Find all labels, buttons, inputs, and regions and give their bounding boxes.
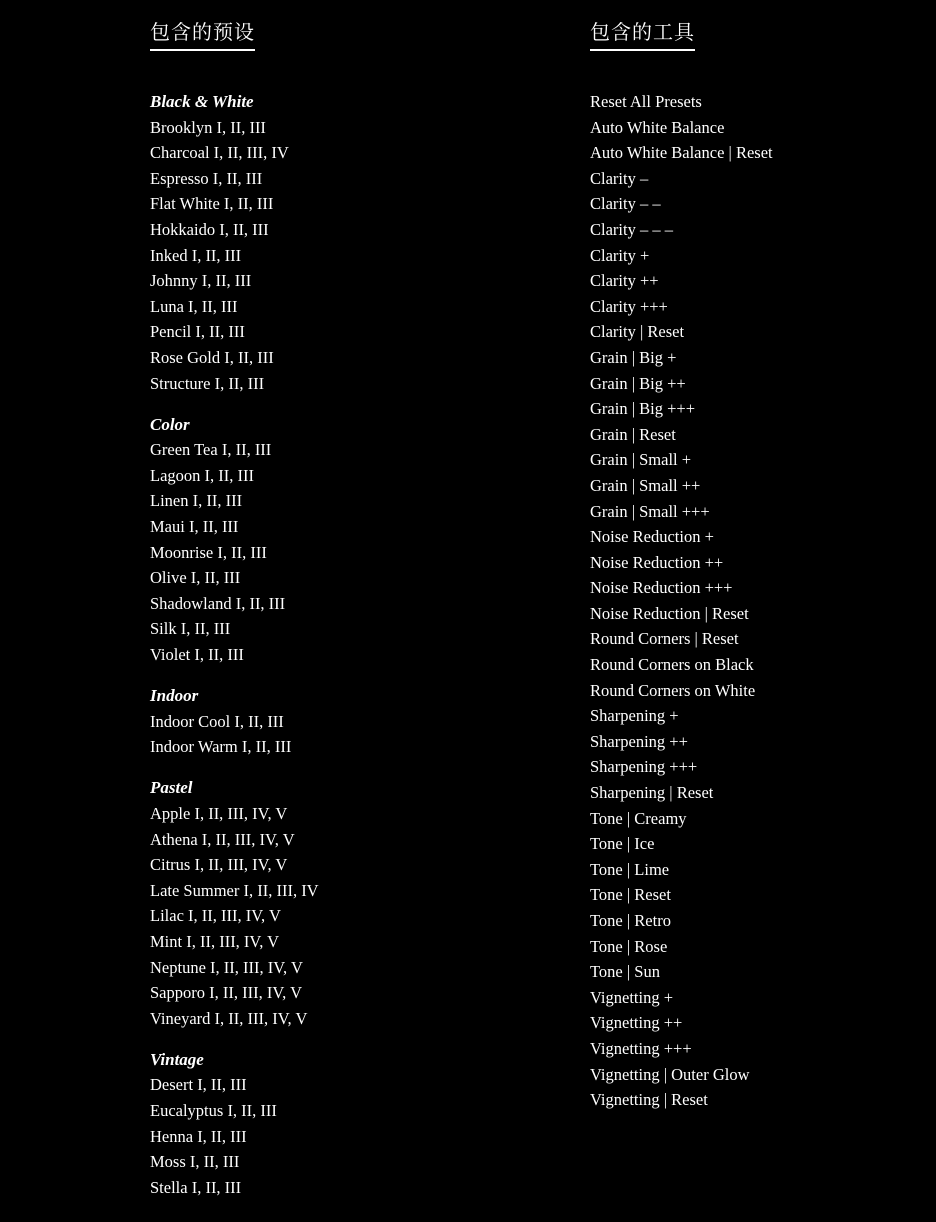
tool-item: Round Corners on White bbox=[590, 680, 756, 700]
preset-item: Henna I, II, III bbox=[150, 1126, 247, 1146]
preset-item: Late Summer I, II, III, IV bbox=[150, 880, 319, 900]
preset-item: Desert I, II, III bbox=[150, 1075, 247, 1095]
tools-column bbox=[590, 18, 920, 1113]
preset-item: Citrus I, II, III, IV, V bbox=[150, 855, 288, 875]
tool-item: Noise Reduction ++ bbox=[590, 552, 724, 572]
preset-item: Structure I, II, III bbox=[150, 373, 265, 393]
preset-item: Olive I, II, III bbox=[150, 568, 241, 588]
preset-item: Shadowland I, II, III bbox=[150, 593, 286, 613]
tool-item: Tone | Rose bbox=[590, 936, 668, 956]
preset-group-title: Vintage bbox=[150, 1049, 204, 1069]
preset-group bbox=[150, 683, 510, 760]
preset-item: Stella I, II, III bbox=[150, 1177, 242, 1197]
tool-item: Grain | Big +++ bbox=[590, 399, 696, 419]
preset-group bbox=[150, 1047, 510, 1201]
tool-item: Vignetting | Outer Glow bbox=[590, 1064, 750, 1084]
tool-item: Sharpening + bbox=[590, 706, 679, 726]
tool-item: Grain | Small +++ bbox=[590, 501, 710, 521]
tool-item: Clarity ++ bbox=[590, 271, 659, 291]
preset-item: Linen I, II, III bbox=[150, 491, 243, 511]
preset-item: Hokkaido I, II, III bbox=[150, 219, 269, 239]
tool-item: Clarity – bbox=[590, 168, 649, 188]
tool-item: Round Corners | Reset bbox=[590, 629, 739, 649]
preset-group-title: Color bbox=[150, 414, 190, 434]
presets-column bbox=[150, 18, 510, 1200]
preset-group bbox=[150, 412, 510, 668]
preset-item: Moonrise I, II, III bbox=[150, 542, 267, 562]
tool-item: Grain | Big ++ bbox=[590, 373, 686, 393]
preset-list bbox=[150, 437, 510, 667]
preset-item: Indoor Warm I, II, III bbox=[150, 737, 292, 757]
tool-item: Auto White Balance | Reset bbox=[590, 143, 773, 163]
tool-item: Noise Reduction + bbox=[590, 527, 714, 547]
preset-item: Brooklyn I, II, III bbox=[150, 117, 266, 137]
preset-group bbox=[150, 89, 510, 396]
tools-list bbox=[590, 89, 920, 1113]
preset-item: Moss I, II, III bbox=[150, 1152, 240, 1172]
preset-item: Johnny I, II, III bbox=[150, 271, 252, 291]
preset-item: Green Tea I, II, III bbox=[150, 440, 272, 460]
tools-heading: 包含的工具 bbox=[590, 18, 695, 51]
tool-item: Sharpening +++ bbox=[590, 757, 698, 777]
preset-item: Inked I, II, III bbox=[150, 245, 242, 265]
preset-item: Lilac I, II, III, IV, V bbox=[150, 906, 281, 926]
preset-item: Charcoal I, II, III, IV bbox=[150, 143, 289, 163]
preset-item: Flat White I, II, III bbox=[150, 194, 274, 214]
tool-item: Clarity +++ bbox=[590, 296, 668, 316]
tool-item: Clarity + bbox=[590, 245, 650, 265]
tool-item: Tone | Sun bbox=[590, 962, 660, 982]
preset-item: Espresso I, II, III bbox=[150, 168, 263, 188]
preset-list bbox=[150, 1072, 510, 1200]
preset-list bbox=[150, 801, 510, 1031]
tool-item: Vignetting + bbox=[590, 987, 674, 1007]
tool-item: Tone | Lime bbox=[590, 859, 670, 879]
tool-item: Auto White Balance bbox=[590, 117, 725, 137]
preset-item: Sapporo I, II, III, IV, V bbox=[150, 983, 302, 1003]
preset-item: Apple I, II, III, IV, V bbox=[150, 803, 288, 823]
tool-item: Vignetting | Reset bbox=[590, 1090, 708, 1110]
tool-item: Tone | Retro bbox=[590, 911, 671, 930]
tool-item: Sharpening ++ bbox=[590, 731, 688, 751]
tool-item: Clarity | Reset bbox=[590, 322, 685, 342]
tool-item: Round Corners on Black bbox=[590, 655, 754, 675]
tool-item: Noise Reduction | Reset bbox=[590, 603, 749, 623]
tool-item: Reset All Presets bbox=[590, 92, 702, 111]
preset-item: Neptune I, II, III, IV, V bbox=[150, 957, 303, 977]
tool-item: Noise Reduction +++ bbox=[590, 578, 733, 598]
preset-item: Eucalyptus I, II, III bbox=[150, 1100, 277, 1120]
preset-item: Lagoon I, II, III bbox=[150, 465, 254, 485]
tool-item: Vignetting +++ bbox=[590, 1038, 692, 1058]
preset-item: Indoor Cool I, II, III bbox=[150, 711, 284, 731]
tool-item: Clarity – – bbox=[590, 194, 661, 214]
preset-item: Maui I, II, III bbox=[150, 517, 239, 536]
presets-heading: 包含的预设 bbox=[150, 18, 255, 51]
preset-item: Vineyard I, II, III, IV, V bbox=[150, 1008, 308, 1028]
preset-item: Rose Gold I, II, III bbox=[150, 347, 274, 367]
tool-item: Grain | Reset bbox=[590, 424, 676, 444]
preset-group-title: Indoor bbox=[150, 686, 199, 706]
preset-groups bbox=[150, 89, 510, 1200]
preset-group-title: Black & White bbox=[150, 92, 254, 111]
tool-item: Tone | Creamy bbox=[590, 808, 687, 828]
preset-group-title: Pastel bbox=[150, 778, 193, 798]
preset-list bbox=[150, 709, 510, 760]
preset-item: Athena I, II, III, IV, V bbox=[150, 829, 295, 849]
preset-item: Pencil I, II, III bbox=[150, 322, 245, 342]
tool-item: Clarity – – – bbox=[590, 219, 673, 239]
tool-item: Grain | Big + bbox=[590, 347, 677, 367]
preset-item: Luna I, II, III bbox=[150, 296, 238, 316]
preset-item: Violet I, II, III bbox=[150, 644, 244, 664]
tool-item: Grain | Small ++ bbox=[590, 475, 701, 495]
tool-item: Tone | Reset bbox=[590, 885, 671, 905]
tool-item: Vignetting ++ bbox=[590, 1013, 683, 1033]
preset-item: Mint I, II, III, IV, V bbox=[150, 931, 280, 951]
tool-item: Grain | Small + bbox=[590, 450, 692, 470]
tool-item: Sharpening | Reset bbox=[590, 783, 714, 803]
preset-list bbox=[150, 115, 510, 397]
preset-group bbox=[150, 775, 510, 1031]
tool-item: Tone | Ice bbox=[590, 834, 655, 854]
preset-item: Silk I, II, III bbox=[150, 619, 231, 639]
